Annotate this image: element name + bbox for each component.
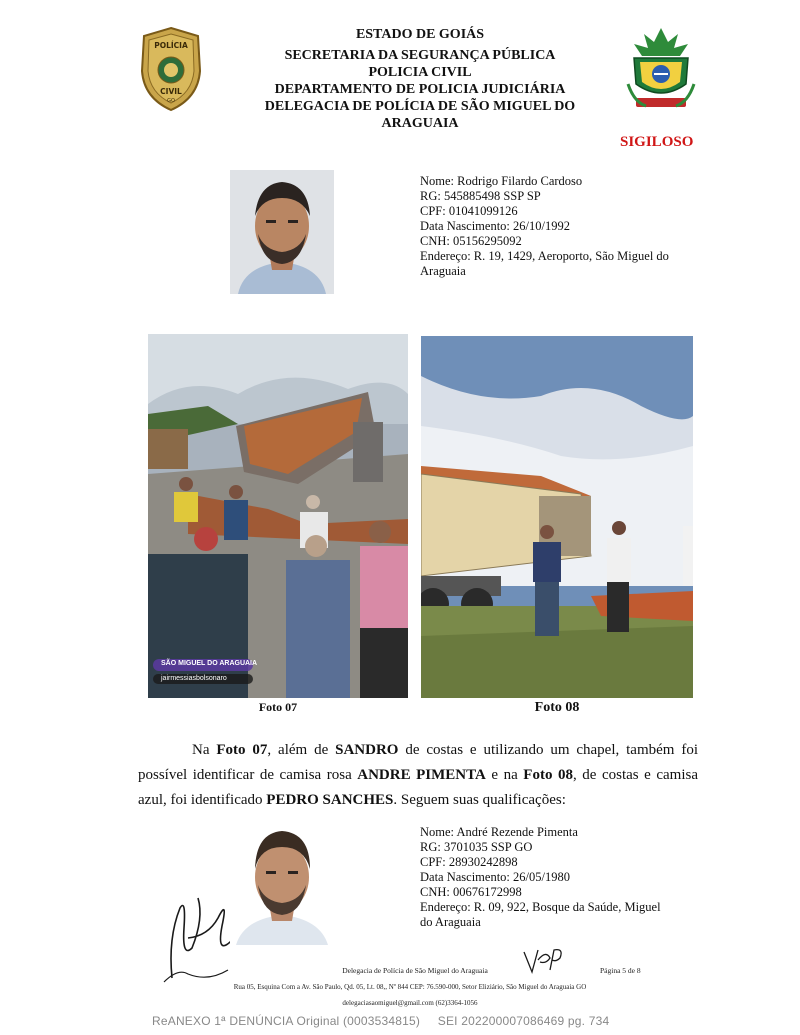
document-header [240,26,600,132]
person2-cpf: CPF: 28930242898 [420,855,518,869]
person2-cnh: CNH: 00676172998 [420,885,522,899]
para-bold-sandro: SANDRO [335,742,399,758]
para-bold-foto07: Foto 07 [216,742,268,758]
portrait-rodrigo [230,170,334,294]
para-bold-pedro: PEDRO SANCHES [266,792,394,808]
footer-page-number: Página 5 de 8 [600,966,641,975]
para-text-6: . Seguem suas qualificações: [393,792,566,808]
sei-document-stamp: ReANEXO 1ª DENÚNCIA Original (0003534815) SEI 202200007086469 pg. 734 [152,1014,610,1028]
footer-office: Delegacia de Polícia de São Miguel do Araguaia [342,966,488,975]
photo07-location-overlay: SÃO MIGUEL DO ARAGUAIA [161,660,258,667]
person1-cnh: CNH: 05156295092 [420,234,522,248]
para-bold-foto08: Foto 08 [523,767,573,783]
para-bold-andre: ANDRE PIMENTA [357,767,486,783]
goias-coat-of-arms-logo [624,24,698,114]
photo07-handle-overlay: jairmessiasbolsonaro [161,675,227,682]
person1-address-cont: Araguaia [420,264,466,278]
person2-address-cont: do Araguaia [420,915,481,929]
header-line-araguaia: ARAGUAIA [381,116,459,131]
person2-address: Endereço: R. 09, 922, Bosque da Saúde, Miguel [420,900,661,914]
badge-text-go: GO [167,98,175,104]
para-text-4: e na [485,767,524,783]
portrait-andre [230,823,334,945]
para-text-1: Na [192,742,217,758]
badge-text-civil: CIVIL [160,87,182,96]
photo08-caption: Foto 08 [534,700,580,715]
person1-rg: RG: 545885498 SSP SP [420,189,541,203]
person2-name: Nome: André Rezende Pimenta [420,825,578,839]
person1-cpf: CPF: 01041099126 [420,204,518,218]
person2-qualifications [420,825,710,930]
footer-contact: delegaciasaomiguel@gmail.com (62)3364-1056 [342,999,478,1007]
badge-text-policia: POLÍCIA [154,41,188,50]
header-line-police: POLICIA CIVIL [368,65,472,80]
person1-name: Nome: Rodrigo Filardo Cardoso [420,174,583,188]
photo-07 [148,334,408,698]
footer-address: Rua 05, Esquina Com a Av. São Paulo, Qd. 05, Lt. 08,, Nº 844 CEP: 76.590-000, Setor Eliziário, São Miguel do Araguaia GO [233,983,587,991]
person1-address: Endereço: R. 19, 1429, Aeroporto, São Miguel do [420,249,669,263]
photo-08 [421,336,693,698]
para-text-3: de costas e utilizando um chapel, também foi possível identificar de camisa rosa [138,742,698,783]
para-text-5: , de costas e camisa azul, foi identificado [138,767,698,808]
person2-birthdate: Data Nascimento: 26/05/1980 [420,870,570,884]
photo07-caption: Foto 07 [258,700,298,714]
police-badge-logo [138,26,204,112]
header-line-delegacia: DELEGACIA DE POLÍCIA DE SÃO MIGUEL DO [264,99,576,114]
header-line-state: ESTADO DE GOIÁS [355,27,485,42]
person2-rg: RG: 3701035 SSP GO [420,840,533,854]
para-text-2: , além de [267,742,336,758]
header-line-department: DEPARTAMENTO DE POLICIA JUDICIÁRIA [274,82,566,97]
person1-birthdate: Data Nascimento: 26/10/1992 [420,219,570,233]
header-line-secretariat: SECRETARIA DA SEGURANÇA PÚBLICA [284,48,556,63]
person1-qualifications [420,174,710,279]
narrative-paragraph [138,738,698,813]
classification-label: SIGILOSO [620,134,694,150]
